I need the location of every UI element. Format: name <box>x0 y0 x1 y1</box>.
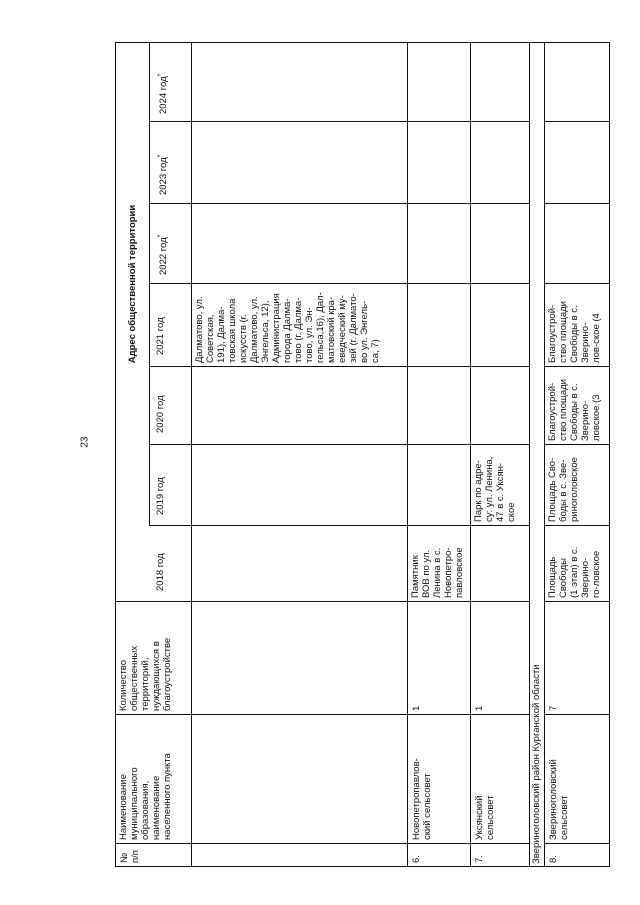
header-year-2018: 2018 год <box>155 553 166 591</box>
header-group-divider <box>149 42 150 526</box>
header-year-2022: 2022 год* <box>157 234 169 275</box>
header-year-2019: 2019 год <box>155 477 166 515</box>
section-line-top <box>529 42 530 867</box>
col-line-7a <box>149 283 529 284</box>
header-year-2020: 2020 год <box>155 395 166 433</box>
col-line-0 <box>115 866 610 867</box>
row8-2018: Площадь Свободы (1 этап) в с. Зверино- го-ловское <box>547 546 602 598</box>
col-line-1a <box>115 843 529 844</box>
row8-2020: Благоустрой- ство площади Свободы в с. Зверино- ловское (3 <box>547 379 602 441</box>
col-line-9a <box>149 121 529 122</box>
col-line-4a <box>149 525 529 526</box>
row1-2021: Далматово, ул. Советская, 191), Далма- товская школа искусств (г. Далматово, ул. Энгельса, 12), Администрация города Далма- тово (г. Далма- тово, ул. Эн- гельса,16), Дал- матовский кра- еведческий му- зей (г. Далмато- во ул. Энгель- са, 7) <box>194 292 381 363</box>
row6-2018: Памятник ВОВ по ул. Ленина в с. Новопетро- павловское <box>410 547 465 598</box>
col-line-6a <box>149 366 529 367</box>
row7-count: 1 <box>474 705 485 711</box>
row8-2019: Площадь Сво- боды в с. Зве- риноголовское <box>547 457 580 522</box>
row8-2021: Благоустрой- ство площади Свободы в с. Зверино- лов-ское (4 <box>547 301 602 363</box>
landscape-table <box>115 42 610 867</box>
col-line-2b <box>544 714 610 715</box>
row6-num: 6. <box>411 855 422 863</box>
col-line-10 <box>115 42 610 43</box>
row8-name: Звериноголовский сельсовет <box>548 759 570 840</box>
header-count: Количество общественных территорий, нуждающихся в благоустройстве <box>118 637 173 711</box>
col-line-3b <box>544 601 610 602</box>
header-num: № п/п <box>119 850 141 863</box>
col-line-7b <box>544 283 610 284</box>
table-border-bottom <box>609 42 610 867</box>
header-address-group: Адрес общественной территории <box>127 204 138 364</box>
header-year-2024: 2024 год* <box>157 73 169 114</box>
row-divider-7 <box>470 42 471 867</box>
header-year-2021: 2021 год <box>155 317 166 355</box>
row8-num: 8. <box>548 855 559 863</box>
col-line-5a <box>149 444 529 445</box>
col-line-8b <box>544 203 610 204</box>
row7-2019: Парк по адре- су: ул. Ленина, 47 в с. Уксян- ское <box>473 456 517 522</box>
row7-num: 7. <box>474 855 485 863</box>
col-line-9b <box>544 121 610 122</box>
row8-count: 7 <box>548 705 559 711</box>
col-line-8a <box>149 203 529 204</box>
row6-count: 1 <box>411 705 422 711</box>
section-line-bottom <box>544 42 545 867</box>
col-line-1b <box>544 843 610 844</box>
table-border-top <box>115 42 116 867</box>
row6-name: Новопетропавлов- ский сельсовет <box>411 758 433 840</box>
header-name: Наименование муниципального образования, наименование населенного пункта <box>118 753 173 840</box>
header-bottom-line <box>191 42 192 867</box>
section-title: Звериноголовский район Курганской области <box>531 664 542 864</box>
row-divider-6 <box>407 42 408 867</box>
page-number: 23 <box>79 436 91 448</box>
header-year-2023: 2023 год* <box>157 154 169 195</box>
row7-name: Уксянский сельсовет <box>474 795 496 840</box>
col-line-3a <box>115 601 529 602</box>
